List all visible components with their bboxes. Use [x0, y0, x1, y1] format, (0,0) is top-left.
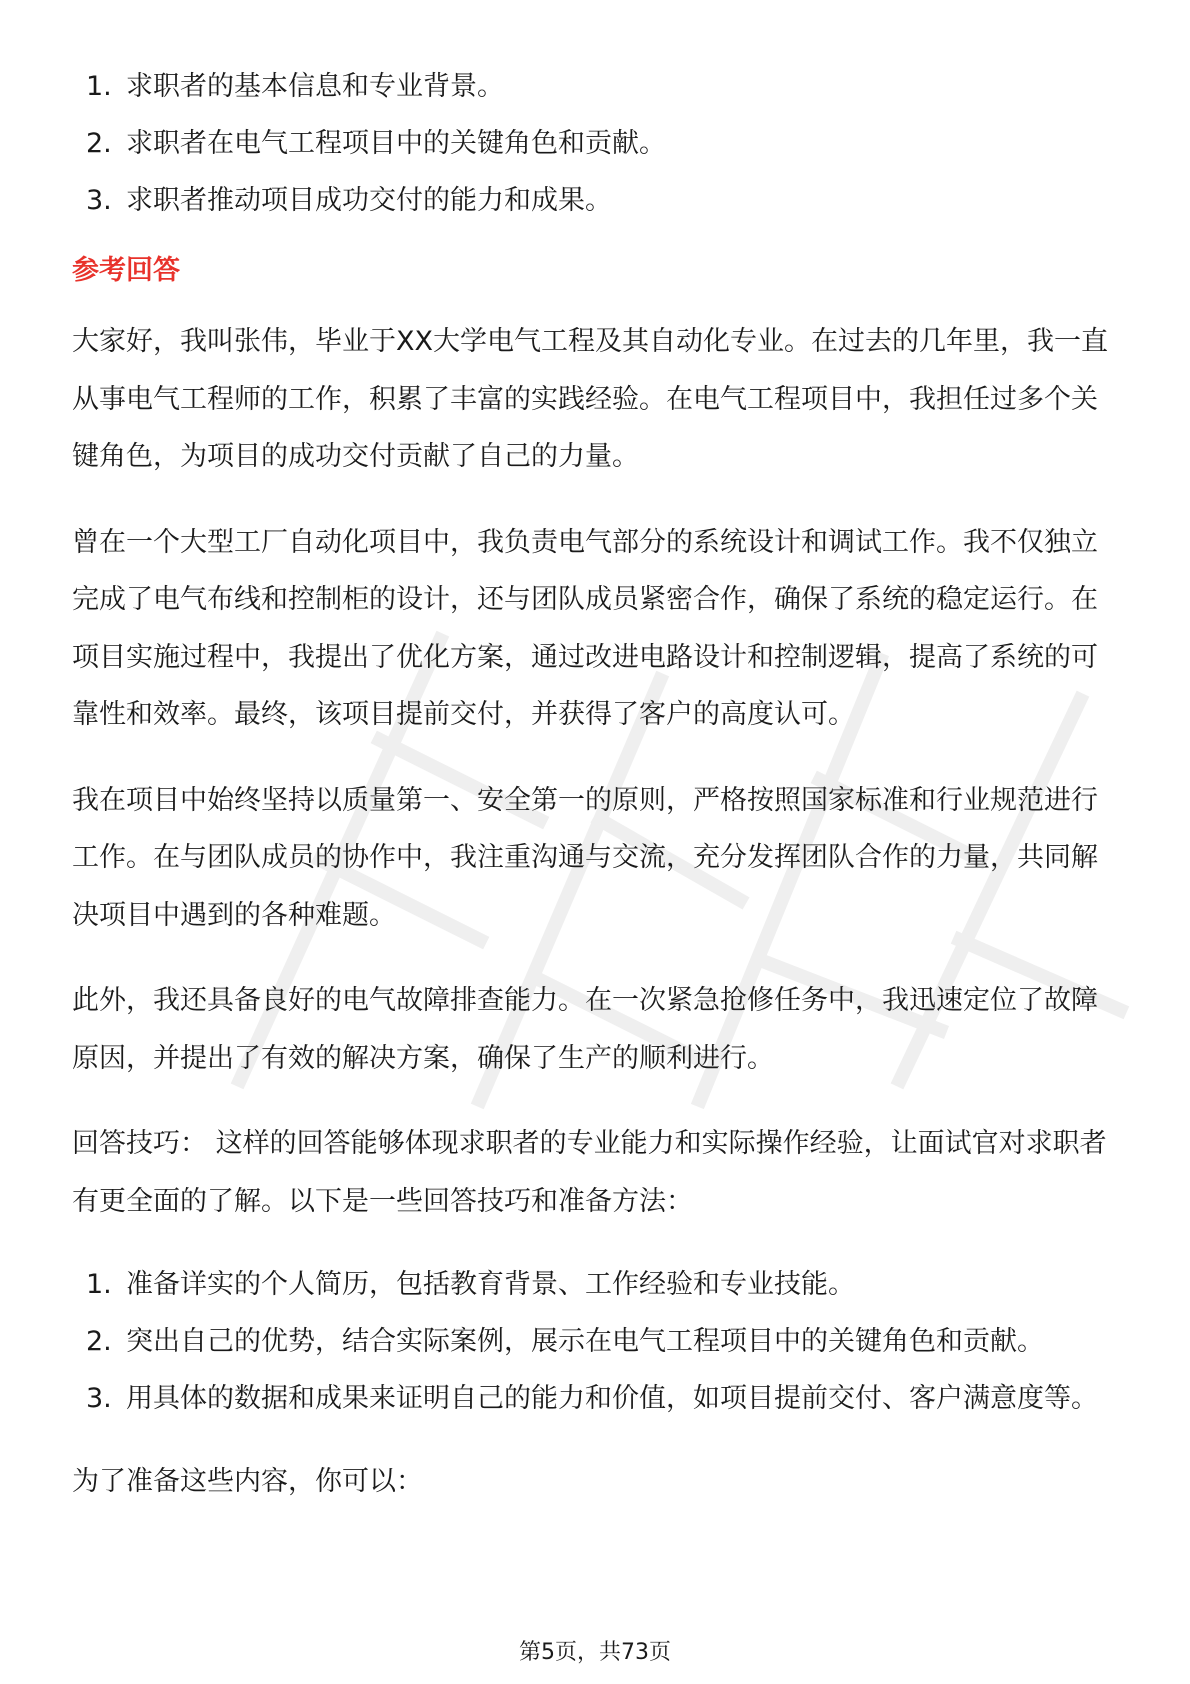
- list-item: [72, 1370, 1122, 1427]
- list-number: 1.: [86, 1269, 112, 1300]
- criteria-list: [72, 58, 1122, 229]
- paragraph-intro: 大家好，我叫张伟，毕业于XX大学电气工程及其自动化专业。在过去的几年里，我一直从事电气工程师的工作，积累了丰富的实践经验。在电气工程项目中，我担任过多个关键角色，为项目的成功交付贡献了自己的力量。: [72, 326, 1108, 472]
- list-number: 2.: [86, 1326, 112, 1357]
- list-number: 2.: [86, 128, 112, 159]
- paragraph-troubleshooting: 此外，我还具备良好的电气故障排查能力。在一次紧急抢修任务中，我迅速定位了故障原因，并提出了有效的解决方案，确保了生产的顺利进行。: [72, 985, 1098, 1074]
- list-number: 3.: [86, 1383, 112, 1414]
- list-item: [72, 115, 1122, 172]
- tips-list: [72, 1256, 1122, 1427]
- list-item: [72, 172, 1122, 229]
- paragraph-tips: 回答技巧： 这样的回答能够体现求职者的专业能力和实际操作经验，让面试官对求职者有更全面的了解。以下是一些回答技巧和准备方法：: [72, 1128, 1107, 1217]
- list-item-text: 准备详实的个人简历，包括教育背景、工作经验和专业技能。: [126, 1269, 855, 1300]
- list-item-text: 求职者的基本信息和专业背景。: [126, 71, 504, 102]
- list-item-text: 求职者在电气工程项目中的关键角色和贡献。: [126, 128, 666, 159]
- page-footer: 第5页，共73页: [519, 1640, 671, 1665]
- document-content: [72, 58, 1122, 1539]
- list-item-text: 突出自己的优势，结合实际案例，展示在电气工程项目中的关键角色和贡献。: [126, 1326, 1044, 1357]
- paragraph-principles: 我在项目中始终坚持以质量第一、安全第一的原则，严格按照国家标准和行业规范进行工作。在与团队成员的协作中，我注重沟通与交流，充分发挥团队合作的力量，共同解决项目中遇到的各种难题。: [72, 784, 1098, 931]
- section-heading: 参考回答: [72, 255, 180, 286]
- list-number: 3.: [86, 185, 112, 216]
- list-number: 1.: [86, 71, 112, 102]
- list-item: [72, 1313, 1122, 1370]
- list-item: [72, 58, 1122, 115]
- paragraph-closing: 为了准备这些内容，你可以：: [72, 1466, 423, 1497]
- list-item-text: 用具体的数据和成果来证明自己的能力和价值，如项目提前交付、客户满意度等。: [126, 1383, 1098, 1414]
- list-item-text: 求职者推动项目成功交付的能力和成果。: [126, 185, 612, 216]
- list-item: [72, 1256, 1122, 1313]
- paragraph-project: 曾在一个大型工厂自动化项目中，我负责电气部分的系统设计和调试工作。我不仅独立完成了电气布线和控制柜的设计，还与团队成员紧密合作，确保了系统的稳定运行。在项目实施过程中，我提出了优化方案，通过改进电路设计和控制逻辑，提高了系统的可靠性和效率。最终，该项目提前交付，并获得了客户的高度认可。: [72, 526, 1098, 730]
